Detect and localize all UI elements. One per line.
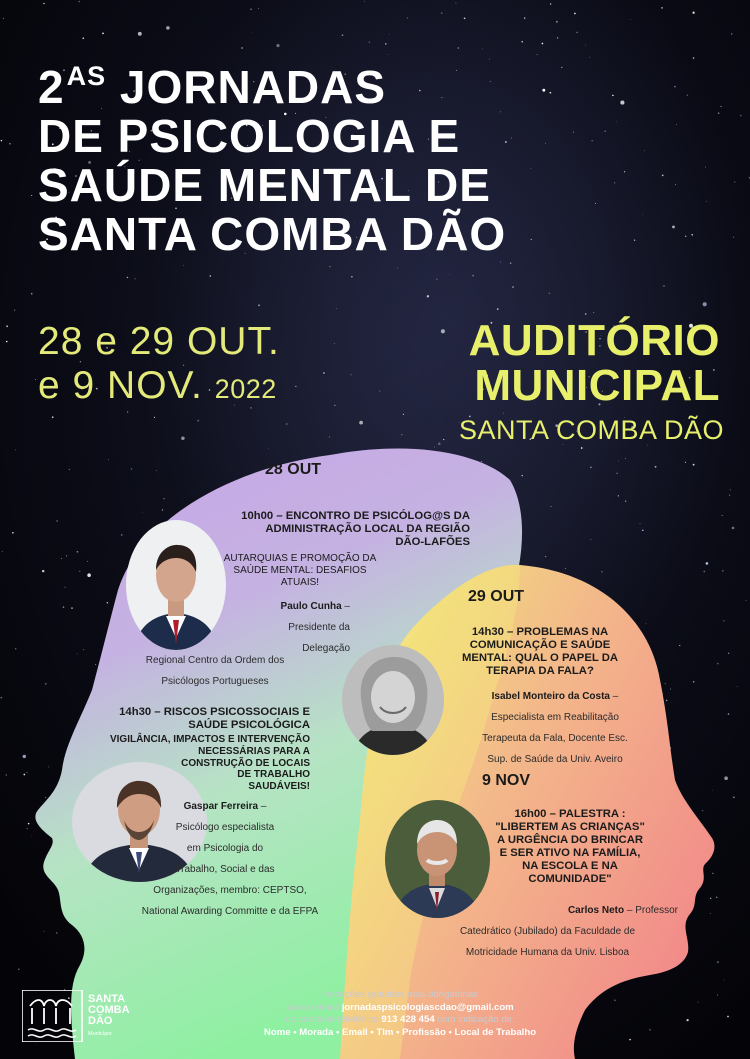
day1-s1-title-l1: 10h00 – ENCONTRO DE PSICÓLOG@S DA [241,510,470,522]
star [472,275,474,277]
star [351,374,352,375]
star [9,143,10,144]
dates-year: 2022 [214,374,277,404]
star [183,265,184,266]
star [42,570,44,572]
star [617,473,618,474]
star [135,278,136,279]
star [65,587,66,588]
star [557,37,558,38]
star [28,823,30,825]
star [723,620,725,622]
star [15,449,16,450]
day1-s1-title-l3: DÃO-LAFÕES [395,536,470,548]
day1-session2-title [30,706,310,732]
star [590,539,591,540]
star [581,447,583,449]
day1-heading: 28 OUT [265,461,322,478]
star [334,405,335,406]
footer-phone-suffix: com indicação de: [437,1014,515,1026]
star [630,19,631,20]
star [77,551,79,553]
star [1,697,3,699]
day3-bio-l3: Motricidade Humana da Univ. Lisboa [465,947,630,958]
day1-session2-bio-cont [110,880,350,922]
star [83,649,84,650]
star [438,442,441,445]
day1-s1-sub-l1: AUTARQUIAS E PROMOÇÃO DA [223,553,377,564]
star [127,411,128,412]
star [77,653,78,654]
star [524,17,525,18]
star [210,275,211,276]
star [107,602,108,603]
footer-email-label: para o email [286,1001,340,1013]
day1-s2-bio-l2: em Psicologia do [186,843,264,854]
star [6,325,8,327]
day2-bio-l1: Especialista em Reabilitação [491,712,619,723]
star [427,295,429,297]
day1-s2-sub-l2: NECESSÁRIAS PARA A [198,745,310,757]
star [556,21,558,23]
star [740,115,742,117]
star [334,343,335,344]
star [401,434,402,435]
star [703,571,705,573]
title-jornadas: JORNADAS [119,61,387,113]
star [156,470,157,471]
star [728,653,729,654]
footer-line-1: Inscrições gratuitas mas obrigatórias [321,989,479,1000]
star [142,512,143,513]
star [82,37,84,39]
star [154,417,155,418]
star [585,313,587,315]
day2-title-l1: 14h30 – PROBLEMAS NA [471,626,609,638]
star [679,645,680,646]
star [716,897,717,898]
star [364,1,365,2]
star [614,1000,615,1001]
star [730,489,731,490]
star [692,12,694,14]
star [197,420,199,422]
star [663,285,664,286]
star [722,570,723,571]
star [2,551,3,552]
star [1,140,2,141]
footer-line-3 [210,1014,590,1027]
day3-title-l2: "LIBERTEM AS CRIANÇAS" [495,821,645,833]
day3-session-bio-cont [400,921,695,963]
star [521,475,522,476]
day1-s1-title-l2: ADMINISTRAÇÃO LOCAL DA REGIÃO [265,523,470,535]
star [703,302,707,306]
event-venue [469,318,720,408]
title-line-2: DE PSICOLOGIA E [38,110,461,162]
star [565,568,566,569]
star [336,308,337,309]
star [166,26,170,30]
star [87,573,91,577]
star [6,775,7,776]
star [323,372,325,374]
star [685,462,686,463]
star [385,43,387,45]
star [655,466,657,468]
star [686,1019,688,1021]
star [63,606,64,607]
star [577,32,578,33]
star [3,18,4,19]
star [549,293,550,294]
speaker-paulo-cunha: Paulo Cunha [280,601,342,612]
star [665,683,666,684]
day1-session1-bio-cont [120,650,310,692]
star [510,262,511,263]
star [629,1039,631,1041]
event-dates [38,320,280,411]
star [449,274,450,275]
day2-title-l2: COMUNICAÇÃO E SAÚDE [469,639,611,651]
star [15,648,17,650]
star [640,523,641,524]
footer-phone-label: ou contacto telefónico [285,1014,379,1026]
star [737,686,738,687]
star [746,600,747,601]
day1-s1-bio-l3: Regional Centro da Ordem dos [145,655,285,666]
day1-s2-sub-l5: SAUDÁVEIS! [248,781,310,793]
speaker-gaspar-ferreira: Gaspar Ferreira [183,801,259,812]
day3-title-l5: NA ESCOLA E NA [522,860,618,872]
day1-s1-bio-l1: Presidente da [288,622,350,633]
day1-s1-bio-l2: Delegação [302,643,350,654]
star [717,663,719,665]
star [649,1029,651,1031]
dates-line-1: 28 e 29 OUT. [38,320,280,363]
star [710,898,711,899]
star [164,498,165,499]
star [121,534,122,535]
star [441,329,445,333]
day3-title-l3: A URGÊNCIA DO BRINCAR [496,834,644,846]
title-line-1 [38,52,738,112]
title-line-3: SAÚDE MENTAL DE [38,159,491,211]
star [733,796,735,798]
day3-title-l6: COMUNIDADE" [528,873,612,885]
star [23,755,26,758]
star [250,9,251,10]
logo-l1: SANTA [88,993,126,1005]
star [6,341,8,343]
star [71,607,73,609]
registration-email[interactable]: jornadaspsicologiascdao@gmail.com [341,1001,514,1013]
day3-session-bio: Carlos Neto – Professor [567,905,678,916]
star [251,32,252,33]
star [36,1044,37,1045]
star [268,448,269,449]
photo-isabel-monteiro-da-costa [342,645,444,755]
star [379,391,380,392]
star [56,520,57,521]
star [45,683,46,684]
star [574,13,576,15]
star [43,3,44,4]
registration-fields: Nome • Morada • Email • Tlm • Profissão • Local de Trabalho [263,1026,537,1038]
star [693,681,695,683]
star [27,772,28,773]
star [706,562,709,565]
day1-s2-bio-l5: National Awarding Committe e da EFPA [141,906,319,917]
day2-heading: 29 OUT [468,588,525,605]
star [56,932,58,934]
day3-bio-l2: Catedrático (Jubilado) da Faculdade de [459,926,636,937]
star [698,1002,699,1003]
star [31,195,32,196]
star [503,413,504,414]
star [102,33,104,35]
star [482,49,483,50]
star [642,530,643,531]
day3-session-title [470,808,670,886]
star [717,961,718,962]
speaker-isabel-monteiro-da-costa: Isabel Monteiro da Costa [491,691,610,702]
dates-nov: e 9 NOV. [38,364,203,407]
day1-s1-sub-l3: ATUAIS! [280,577,320,588]
star [131,468,133,470]
star [710,913,711,914]
star [732,527,735,530]
star [727,1016,729,1018]
star [258,304,260,306]
venue-place: SANTA COMBA DÃO [458,415,724,445]
day3-bio-l1: Professor [635,905,678,916]
star [329,436,330,437]
star [542,43,544,45]
registration-info [210,989,590,1039]
star [441,12,443,14]
title-number: 2 [38,61,65,113]
star [458,47,459,48]
star [43,931,44,932]
star [724,776,728,780]
star [585,45,586,46]
speaker-carlos-neto: Carlos Neto [567,905,625,916]
day2-title-l3: MENTAL: QUAL O PAPEL DA [461,652,619,664]
star [434,447,435,448]
star [108,459,109,460]
star [31,836,32,837]
municipality-logo-text [88,994,130,1040]
title-ordinal: AS [66,61,107,91]
star [702,810,703,811]
star [601,571,602,572]
star [27,828,28,829]
star [500,262,501,263]
star [127,277,128,278]
star [138,32,142,36]
star [729,495,730,496]
dates-line-2 [38,364,280,411]
logo-l2: COMBA [88,1004,130,1016]
star [369,42,370,43]
star [661,7,663,9]
star [403,414,404,415]
day1-s2-title-l2: SAÚDE PSICOLÓGICA [188,719,310,731]
logo-l4: Município [88,1031,112,1037]
day1-s1-sub-l2: SAÚDE MENTAL: DESAFIOS [233,565,367,576]
star [329,266,330,267]
star [87,561,88,562]
star [389,34,390,35]
day3-title-l4: E SER ATIVO NA FAMÍLIA, [499,847,641,859]
star [286,423,288,425]
star [625,458,626,459]
star [618,461,619,462]
star [66,555,67,556]
day1-s2-bio-l1: Psicólogo especialista [175,822,275,833]
star [625,500,626,501]
star [646,623,647,624]
star [464,17,466,19]
day1-s2-sub-l1: VIGILÂNCIA, IMPACTOS E INTERVENÇÃO [109,734,310,745]
star [731,33,732,34]
star [443,439,444,440]
star [712,790,713,791]
star [512,286,514,288]
day3-title-l1: 16h00 – PALESTRA : [514,808,626,820]
star [14,310,15,311]
star [18,968,20,970]
footer-line-2 [210,1002,590,1015]
star [61,558,62,559]
registration-phone[interactable]: 913 428 454 [381,1014,435,1026]
day2-title-l4: TERAPIA DA FALA? [486,665,594,677]
star [351,276,352,277]
day1-session1-subtitle [200,553,400,589]
star [724,980,725,981]
star [181,437,185,441]
star [241,47,242,48]
star [359,421,363,425]
star [722,515,723,516]
day2-bio-l3: Sup. de Saúde da Univ. Aveiro [487,754,623,765]
venue-line-1: AUDITÓRIO [468,316,720,365]
star [497,308,499,310]
star [69,469,70,470]
day1-session1-bio: Paulo Cunha – Presidente da Delegação [125,596,350,659]
star [481,461,482,462]
star [590,467,592,469]
star [35,379,36,380]
day1-s2-sub-l4: DE TRABALHO [237,769,310,781]
star [258,8,259,9]
venue-line-2: MUNICIPAL [474,361,720,410]
star [593,312,594,313]
day1-s1-bio-l4: Psicólogos Portugueses [161,676,269,687]
day1-s2-bio-l3: Trabalho, Social e das [175,864,275,875]
logo-l3: DÃO [88,1015,113,1027]
star [550,3,551,4]
star [670,689,671,690]
day2-session-title [420,626,660,678]
star [52,416,54,418]
star [717,994,718,995]
star [712,873,713,874]
star [545,556,546,557]
star [521,41,522,42]
star [693,464,695,466]
day1-s2-title-l1: 14h30 – RISCOS PSICOSSOCIAIS E [119,706,310,718]
event-title [38,52,738,259]
star [31,293,33,295]
day2-bio-l2: Terapeuta da Fala, Docente Esc. [482,733,628,744]
day3-heading: 9 NOV [482,772,531,789]
day1-s2-sub-l3: CONSTRUÇÃO DE LOCAIS [181,757,310,769]
day1-s2-bio-l4: Organizações, membro: CEPTSO, [153,885,307,896]
star [79,571,80,572]
star [397,267,398,268]
title-line-4: SANTA COMBA DÃO [38,208,507,260]
star [436,279,437,280]
star [78,1,80,3]
star [407,17,408,18]
star [455,3,456,4]
day2-session-bio: Isabel Monteiro da Costa – Especialista em Reabilitação Terapeuta da Fala, Docente Esc. Sup. de Saúde da Univ. Aveiro [440,686,670,770]
day1-session2-bio: Gaspar Ferreira – Psicólogo especialista em Psicologia do Trabalho, Social e das [140,796,310,880]
star [276,44,279,47]
star [45,797,46,798]
star [618,495,619,496]
star [12,532,14,534]
photo-carlos-neto [385,800,490,918]
star [728,713,729,714]
star [342,34,344,36]
star [295,386,296,387]
star [95,664,96,665]
star [23,774,25,776]
star [550,506,551,507]
